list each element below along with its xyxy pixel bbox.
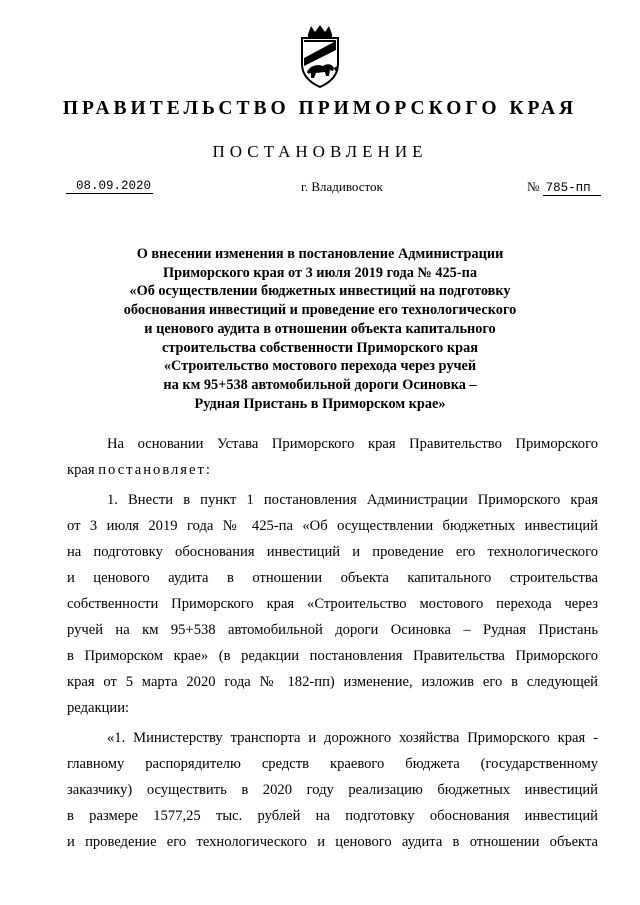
resolves-word: постановляет: xyxy=(98,462,212,478)
document-heading xyxy=(80,245,560,413)
body-line: на подготовку обоснования инвестиций и проведение его технологического xyxy=(67,544,598,560)
body-line: собственности Приморского края «Строительство мостового перехода через xyxy=(67,596,598,612)
body-line: и проведение его технологического и ценового аудита в отношении объекта xyxy=(67,834,598,850)
government-title: ПРАВИТЕЛЬСТВО ПРИМОРСКОГО КРАЯ xyxy=(62,98,578,119)
document-type: ПОСТАНОВЛЕНИЕ xyxy=(212,142,428,161)
number-value: 785-пп xyxy=(543,181,601,196)
heading-line: строительства собственности Приморского края xyxy=(162,339,478,356)
body-line: 1. Внести в пункт 1 постановления Администрации Приморского края xyxy=(107,492,598,508)
document-city: г. Владивосток xyxy=(301,179,383,194)
heading-line: на км 95+538 автомобильной дороги Осиновка – xyxy=(163,376,477,393)
heading-line: Рудная Пристань в Приморском крае» xyxy=(194,395,446,412)
heading-line: и ценового аудита в отношении объекта капитального xyxy=(144,320,496,337)
body-text: края xyxy=(67,462,95,478)
document-number xyxy=(527,179,601,195)
body-line: На основании Устава Приморского края Правительство Приморского xyxy=(107,436,598,452)
heading-line: «Строительство мостового перехода через ручей xyxy=(163,358,477,375)
body-line: края от 5 марта 2020 года № 182-пп) изменение, изложив его в следующей xyxy=(67,674,598,690)
body-line xyxy=(67,462,598,479)
body-line: редакции: xyxy=(67,700,130,716)
body-line: ручей на км 95+538 автомобильной дороги Осиновка – Рудная Пристань xyxy=(67,622,598,638)
body-line: от 3 июля 2019 года № 425-па «Об осуществлении бюджетных инвестиций xyxy=(67,518,598,534)
primorsky-krai-coat-of-arms-icon xyxy=(296,24,344,88)
body-line: в размере 1577,25 тыс. рублей на подготовку обоснования инвестиций xyxy=(67,808,598,824)
body-line: главному распорядителю средств краевого бюджета (государственному xyxy=(67,756,598,772)
heading-line: Приморского края от 3 июля 2019 года № 425-па xyxy=(163,264,477,281)
body-line: заказчику) осуществить в 2020 году реализацию бюджетных инвестиций xyxy=(67,782,598,798)
heading-line: О внесении изменения в постановление Администрации xyxy=(136,246,504,262)
document-date: 08.09.2020 xyxy=(66,179,153,194)
body-line: и ценового аудита в отношении объекта капитального строительства xyxy=(67,570,598,586)
heading-line: обоснования инвестиций и проведение его технологического xyxy=(123,302,517,319)
heading-line: «Об осуществлении бюджетных инвестиций на подготовку xyxy=(129,283,511,300)
body-line: в Приморском крае» (в редакции постановления Правительства Приморского xyxy=(67,648,598,664)
body-line: «1. Министерству транспорта и дорожного хозяйства Приморского края - xyxy=(107,730,598,746)
number-sign: № xyxy=(527,179,540,194)
